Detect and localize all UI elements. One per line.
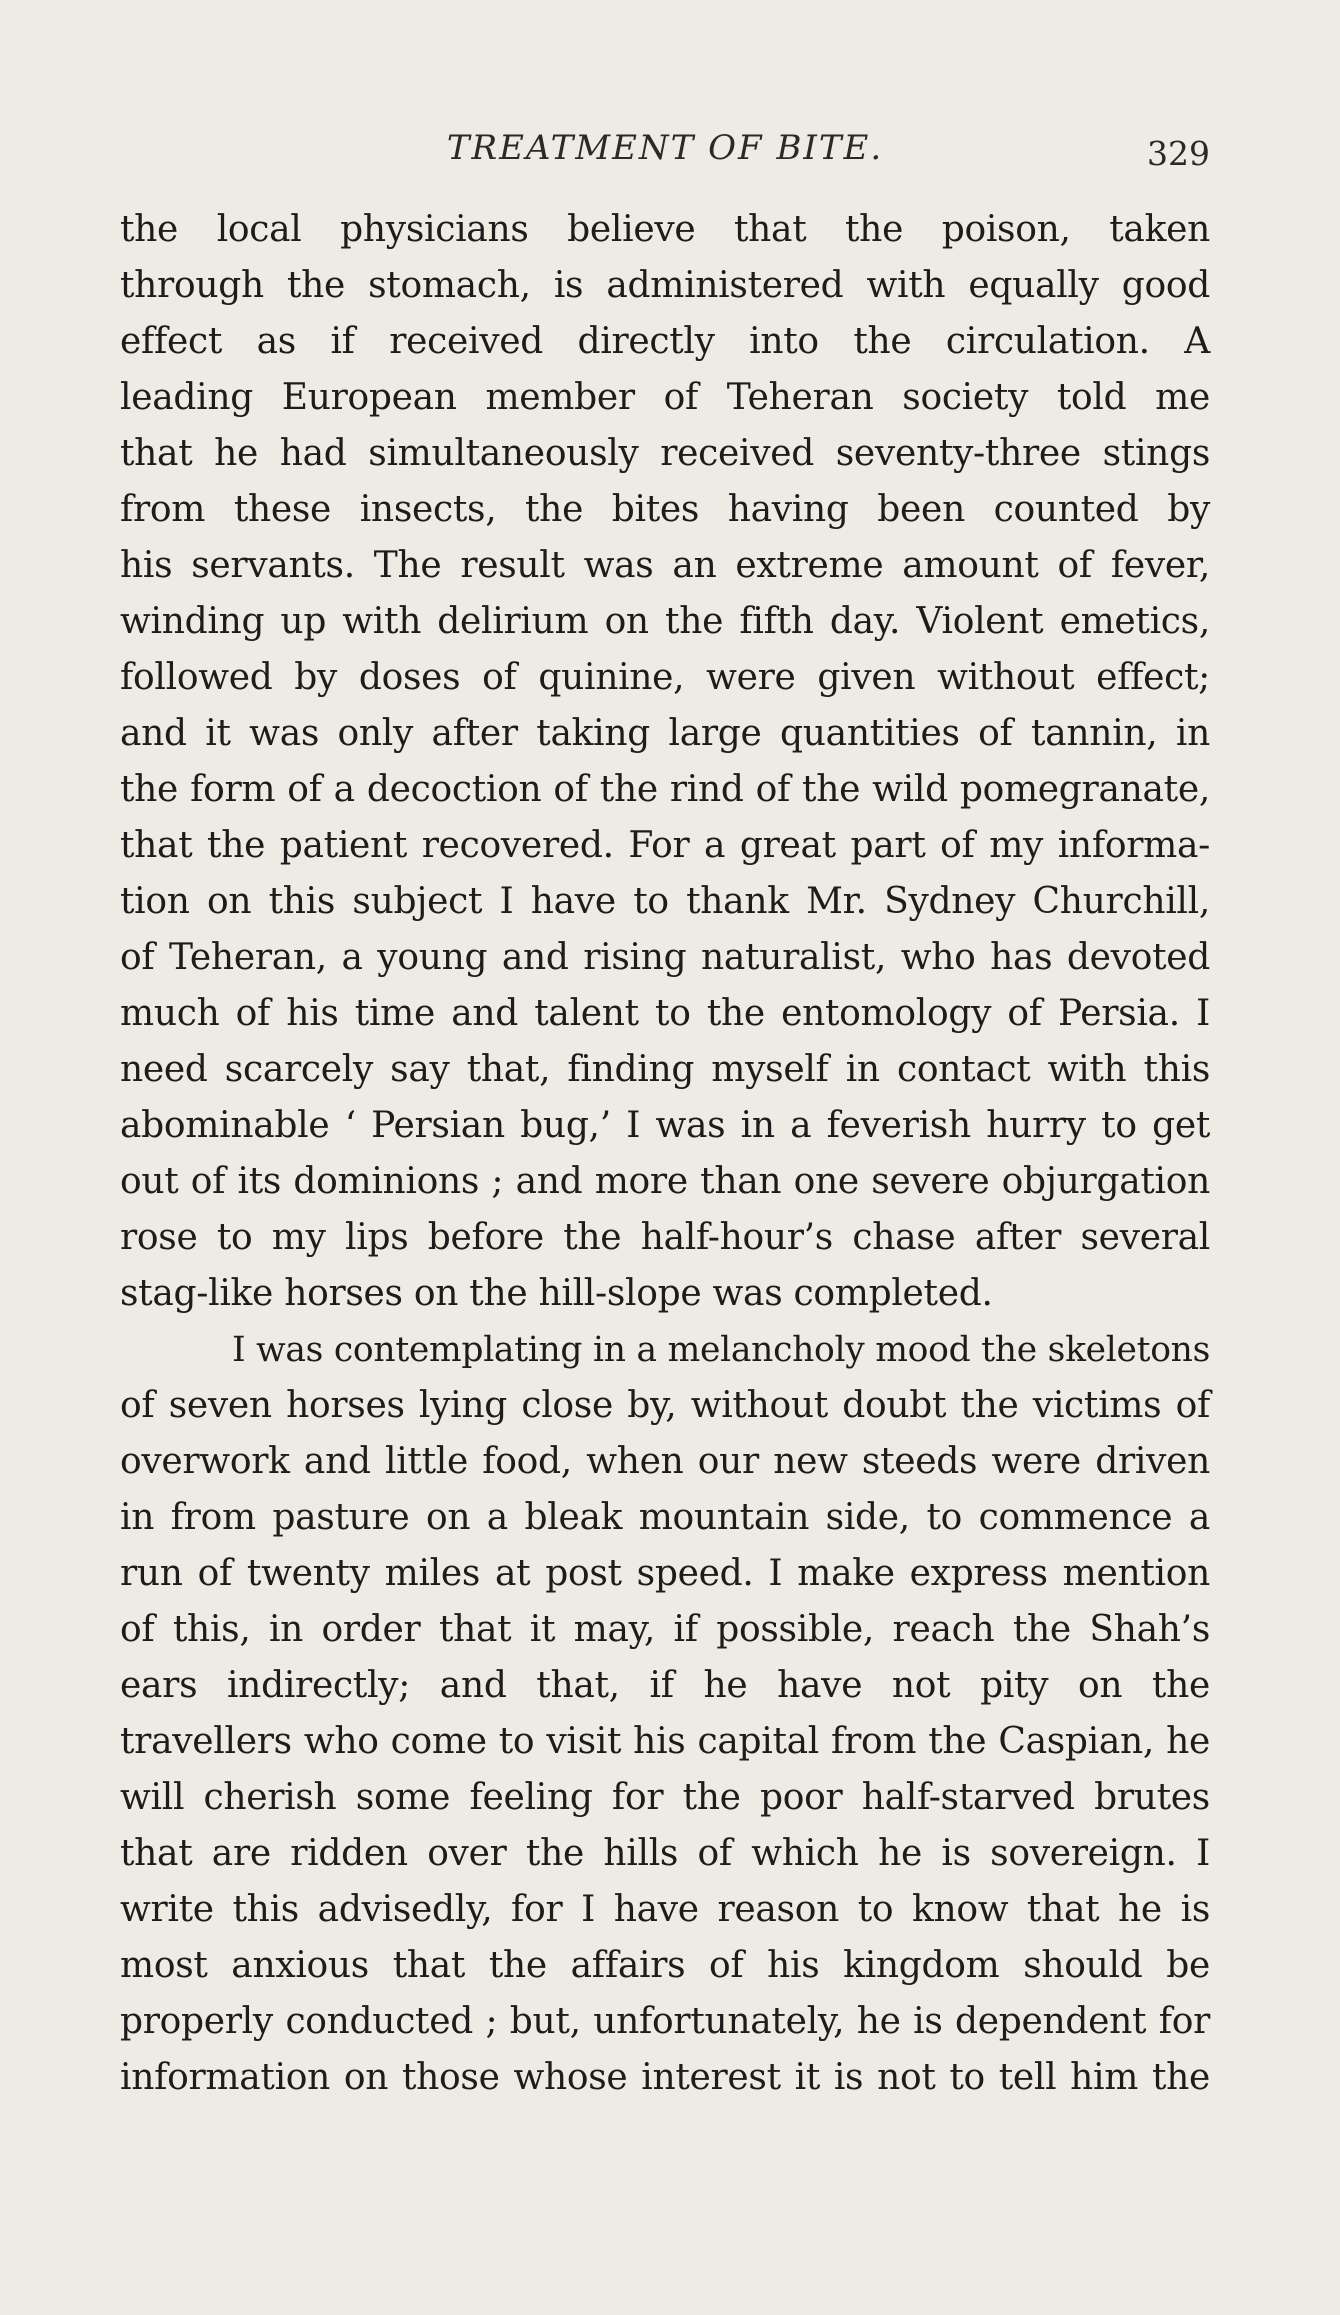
text-line: that the patient recovered. For a great part of my informa- (120, 825, 1210, 866)
text-line: his servants. The result was an extreme amount of fever, (120, 545, 1210, 586)
text-line: rose to my lips before the half-hour’s chase after several (120, 1217, 1210, 1258)
running-title: TREATMENT OF BITE. (446, 128, 884, 168)
text-line: travellers who come to visit his capital from the Caspian, he (120, 1721, 1210, 1762)
paragraph (120, 202, 1210, 1322)
text-line: abominable ‘ Persian bug,’ I was in a feverish hurry to get (120, 1105, 1210, 1146)
text-line: in from pasture on a bleak mountain side, to commence a (120, 1497, 1210, 1538)
text-line: that he had simultaneously received seventy-three stings (120, 433, 1210, 474)
text-line: write this advisedly, for I have reason to know that he is (120, 1889, 1210, 1930)
text-line: winding up with delirium on the fifth day. Violent emetics, (120, 601, 1210, 642)
text-line: information on those whose interest it is not to tell him the (120, 2057, 1210, 2098)
text-line: need scarcely say that, finding myself in contact with this (120, 1049, 1210, 1090)
text-line: that are ridden over the hills of which he is sovereign. I (120, 1833, 1210, 1874)
text-line: out of its dominions ; and more than one severe objurgation (120, 1161, 1210, 1202)
text-line: run of twenty miles at post speed. I make express mention (120, 1553, 1210, 1594)
text-line: properly conducted ; but, unfortunately, he is dependent for (120, 2001, 1210, 2042)
running-head (120, 128, 1210, 178)
text-line: stag-like horses on the hill-slope was completed. (120, 1273, 993, 1314)
text-line: from these insects, the bites having been counted by (120, 489, 1210, 530)
text-line: of seven horses lying close by, without doubt the victims of (120, 1385, 1210, 1426)
text-line: and it was only after taking large quantities of tannin, in (120, 713, 1210, 754)
paragraph (120, 1322, 1210, 2106)
text-line: through the stomach, is administered with equally good (120, 265, 1210, 306)
text-line: much of his time and talent to the entomology of Persia. I (120, 993, 1210, 1034)
text-line: ears indirectly; and that, if he have not pity on the (120, 1665, 1210, 1706)
text-line: followed by doses of quinine, were given without effect; (120, 657, 1210, 698)
text-line: the local physicians believe that the poison, taken (120, 209, 1210, 250)
text-line: leading European member of Teheran society told me (120, 377, 1210, 418)
text-line: the form of a decoction of the rind of the wild pomegranate, (120, 769, 1210, 810)
text-line: effect as if received directly into the circulation. A (120, 321, 1210, 362)
page-number: 329 (1147, 134, 1210, 173)
text-line: overwork and little food, when our new steeds were driven (120, 1441, 1210, 1482)
text-line: I was contemplating in a melancholy mood the skeletons (232, 1330, 1210, 1370)
text-line: of Teheran, a young and rising naturalist, who has devoted (120, 937, 1210, 978)
body-text (120, 202, 1210, 2106)
text-line: tion on this subject I have to thank Mr. Sydney Churchill, (120, 881, 1210, 922)
text-line: most anxious that the affairs of his kingdom should be (120, 1945, 1210, 1986)
text-line: of this, in order that it may, if possible, reach the Shah’s (120, 1609, 1210, 1650)
text-line: will cherish some feeling for the poor half-starved brutes (120, 1777, 1210, 1818)
